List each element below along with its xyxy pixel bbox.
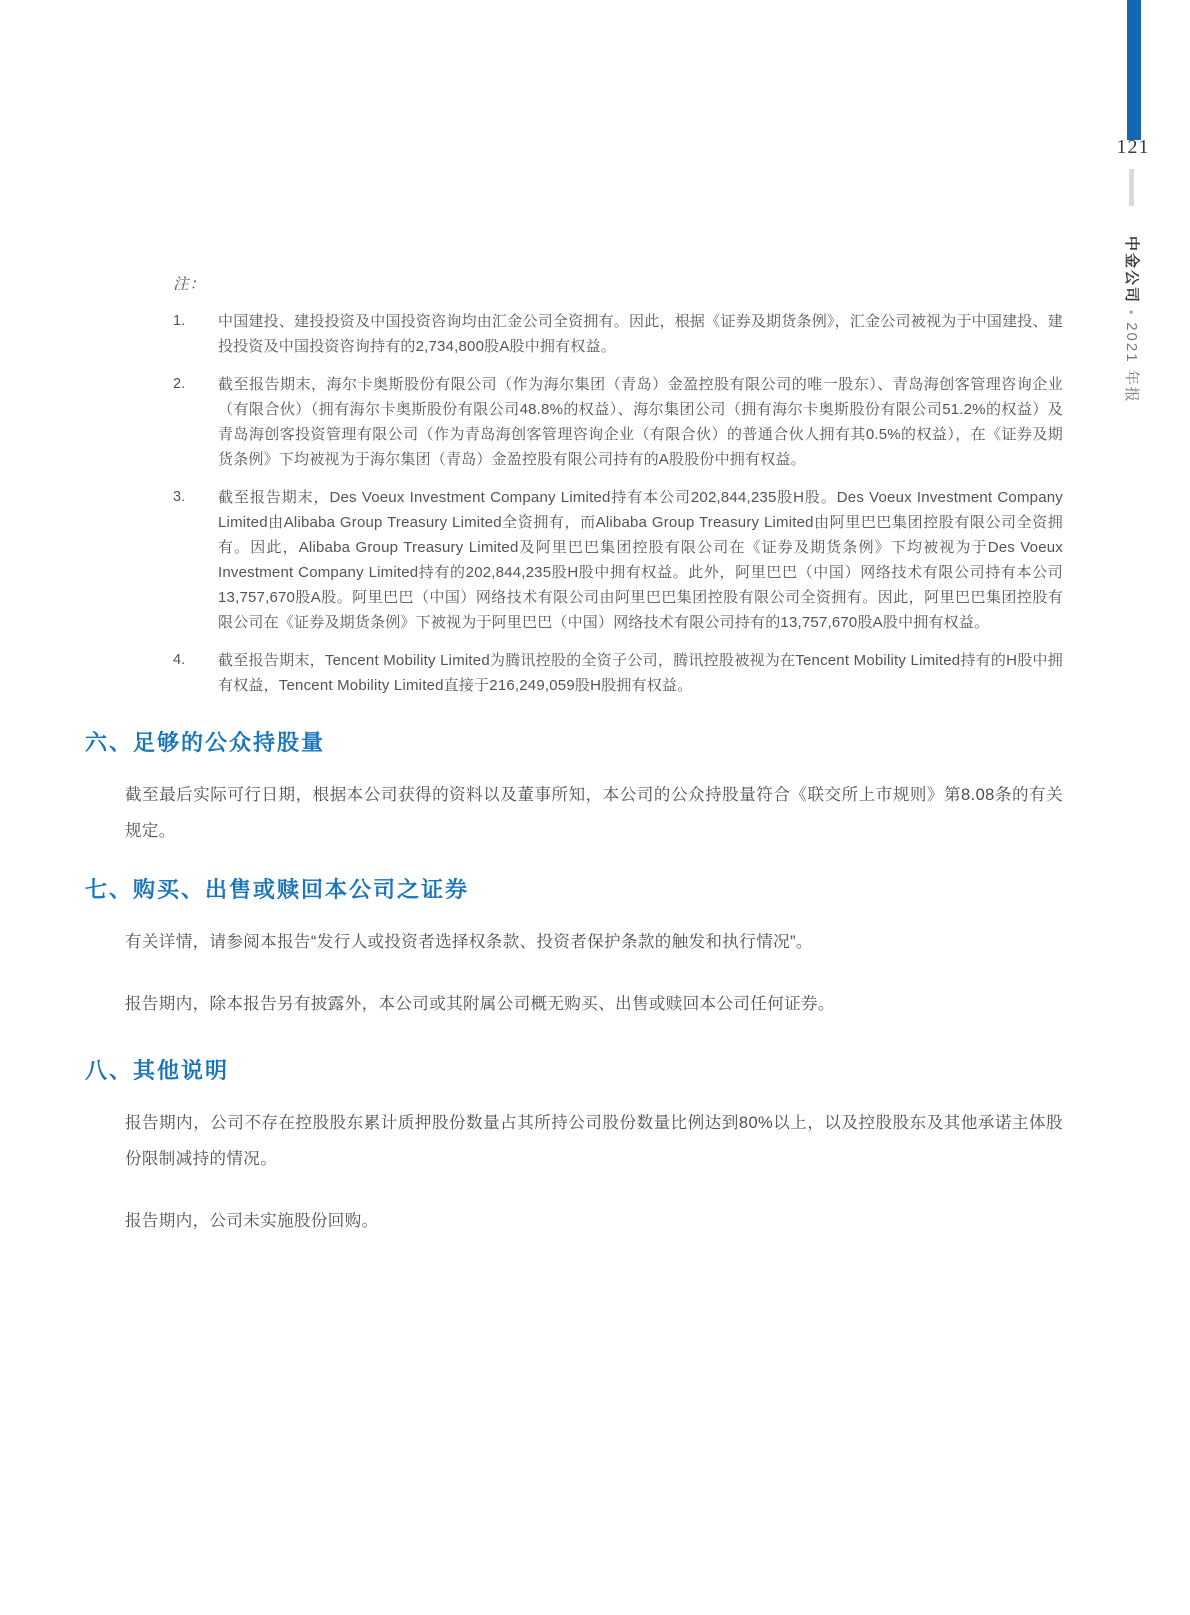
section-paragraph: 报告期内，公司未实施股份回购。 [125, 1212, 379, 1230]
notes-label: 注： [173, 276, 207, 293]
note-text: 中国建投、建投投资及中国投资咨询均由汇金公司全资拥有。因此，根据《证券及期货条例》，汇金公司被视为于中国建投、建投投资及中国投资咨询持有的2,734,800股A股中拥有权益。 [218, 313, 1063, 355]
section-heading: 六、足够的公众持股量 [85, 730, 326, 755]
note-item-1 [173, 309, 1063, 359]
page-number-divider [1129, 169, 1134, 206]
note-number: 1. [173, 313, 186, 329]
section-body [85, 1105, 1063, 1239]
note-text: 截至报告期末，海尔卡奥斯股份有限公司（作为海尔集团（青岛）金盈控股有限公司的唯一股东）、青岛海创客管理咨询企业（有限合伙）（拥有海尔卡奥斯股份有限公司48.8%的权益）、海尔集团公司（拥有海尔卡奥斯股份有限公司51.2%的权益）及青岛海创客投资管理有限公司（作为青岛海创客管理咨询企业（有限合伙）的普通合伙人拥有其0.5%的权益），在《证券及期货条例》下均被视为于海尔集团（青岛）金盈控股有限公司持有的A股股份中拥有权益。 [218, 376, 1063, 468]
section-paragraph: 有关详情，请参阅本报告“发行人或投资者选择权条款、投资者保护条款的触发和执行情况”。 [125, 933, 813, 951]
note-item-3 [173, 485, 1063, 635]
sidebar-report-edition: 2021 年报 [1123, 322, 1140, 404]
page-number: 121 [1116, 136, 1150, 158]
note-number: 4. [173, 652, 186, 668]
sidebar-dot-separator: • [1124, 310, 1138, 317]
section-body [85, 777, 1063, 849]
section-paragraph: 报告期内，公司不存在控股股东累计质押股份数量占其所持公司股份数量比例达到80%以上，以及控股股东及其他承诺主体股份限制减持的情况。 [125, 1114, 1063, 1168]
content-column [85, 272, 1063, 1239]
section-purchase-sale-redemption [85, 875, 1063, 1022]
section-heading: 七、购买、出售或赎回本公司之证券 [85, 877, 470, 902]
section-body [85, 924, 1063, 1022]
note-item-4 [173, 648, 1063, 698]
note-number: 3. [173, 489, 186, 505]
note-text: 截至报告期末，Tencent Mobility Limited为腾讯控股的全资子公司，腾讯控股被视为在Tencent Mobility Limited持有的H股中拥有权益，Tencent Mobility Limited直接于216,249,059股H股拥有权益。 [218, 652, 1063, 694]
section-paragraph: 报告期内，除本报告另有披露外，本公司或其附属公司概无购买、出售或赎回本公司任何证券。 [125, 995, 835, 1013]
note-item-2 [173, 372, 1063, 472]
top-edge-accent-bar [1127, 0, 1141, 140]
note-text: 截至报告期末，Des Voeux Investment Company Limited持有本公司202,844,235股H股。Des Voeux Investment Company Limited由Alibaba Group Treasury Limited全资拥有，而Alibaba Group Treasury Limited由阿里巴巴集团控股有限公司全资拥有。因此，Alibaba Group Treasury Limited及阿里巴巴集团控股有限公司在《证券及期货条例》下均被视为于Des Voeux Investment Company Limited持有的202,844,235股H股中拥有权益。此外，阿里巴巴（中国）网络技术有限公司持有本公司13,757,670股A股。阿里巴巴（中国）网络技术有限公司由阿里巴巴集团控股有限公司全资拥有。因此，阿里巴巴集团控股有限公司在《证券及期货条例》下被视为于阿里巴巴（中国）网络技术有限公司持有的13,757,670股A股中拥有权益。 [218, 489, 1063, 631]
section-sufficient-public-float [85, 728, 1063, 849]
sidebar-running-title [1122, 236, 1143, 456]
section-heading: 八、其他说明 [85, 1058, 230, 1083]
section-paragraph: 截至最后实际可行日期，根据本公司获得的资料以及董事所知，本公司的公众持股量符合《联交所上市规则》第8.08条的有关规定。 [125, 786, 1063, 840]
notes-block [85, 272, 1063, 698]
note-number: 2. [173, 376, 186, 392]
sidebar-company-name: 中金公司 [1123, 236, 1140, 305]
section-other-notes [85, 1056, 1063, 1239]
